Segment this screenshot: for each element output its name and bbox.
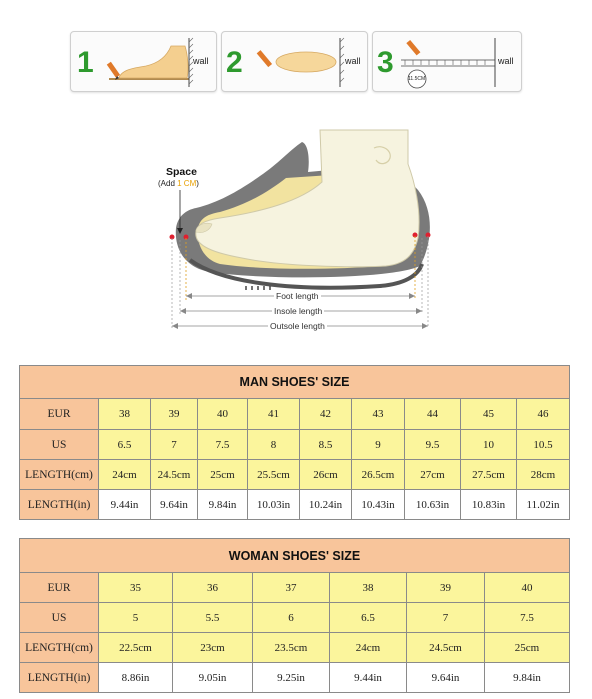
table-cell: 9 [352,430,405,460]
table-cell: 10.03in [248,490,300,520]
table-cell: 8.86in [99,663,173,693]
table-cell: 9.64in [407,663,485,693]
table-cell: 8 [248,430,300,460]
table-cell: 7 [151,430,198,460]
table-cell: 43 [352,399,405,430]
table-cell: 24.5cm [407,633,485,663]
insole-length-label: Insole length [274,306,323,316]
row-label-eur: EUR [20,573,99,603]
gauge-label: 11.5CM [408,76,426,82]
table-cell: 35 [99,573,173,603]
table-cell: 39 [407,573,485,603]
table-cell: 26.5cm [352,460,405,490]
man-size-table [19,365,570,520]
table-cell: 10.63in [405,490,461,520]
table-row [20,603,570,633]
table-cell: 25cm [485,633,570,663]
foot-length-label: Foot length [276,291,319,301]
outsole-length-label: Outsole length [270,321,325,331]
row-label-eur: EUR [20,399,99,430]
wall-label: wall [345,56,361,66]
table-cell: 9.84in [198,490,248,520]
table-cell: 23.5cm [253,633,330,663]
table-cell: 10.83in [461,490,517,520]
table-row [20,399,570,430]
space-subtitle: (Add 1 CM) [158,179,199,188]
table-cell: 41 [248,399,300,430]
table-cell: 9.44in [99,490,151,520]
table-cell: 26cm [300,460,352,490]
table-cell: 8.5 [300,430,352,460]
table-cell: 22.5cm [99,633,173,663]
step-2-panel [221,31,368,92]
table-cell: 38 [99,399,151,430]
table-row [20,430,570,460]
wall-label: wall [498,56,514,66]
table-cell: 24.5cm [151,460,198,490]
step-3-panel [372,31,522,92]
table-cell: 9.64in [151,490,198,520]
table-cell: 9.25in [253,663,330,693]
space-title: Space [166,166,197,178]
table-cell: 38 [330,573,407,603]
step-1-panel [70,31,217,92]
table-cell: 6.5 [99,430,151,460]
step-number: 1 [77,46,94,79]
table-cell: 27.5cm [461,460,517,490]
table-cell: 24cm [330,633,407,663]
table-cell: 40 [485,573,570,603]
step-number: 3 [377,46,394,79]
table-cell: 7.5 [198,430,248,460]
table-cell: 24cm [99,460,151,490]
row-label-length-cm: LENGTH(cm) [20,633,99,663]
table-cell: 9.84in [485,663,570,693]
table-cell: 25cm [198,460,248,490]
table-cell: 7 [407,603,485,633]
table-cell: 7.5 [485,603,570,633]
table-cell: 9.5 [405,430,461,460]
table-cell: 10.24in [300,490,352,520]
man-table-title: MAN SHOES' SIZE [20,366,570,399]
table-cell: 10 [461,430,517,460]
table-cell: 10.5 [517,430,570,460]
step-number: 2 [226,46,243,79]
shoe-measurement-diagram [150,120,450,340]
table-cell: 23cm [173,633,253,663]
row-label-us: US [20,603,99,633]
row-label-length-in: LENGTH(in) [20,490,99,520]
table-cell: 10.43in [352,490,405,520]
table-row [20,663,570,693]
table-cell: 28cm [517,460,570,490]
table-row [20,490,570,520]
wall-label: wall [193,56,209,66]
table-cell: 9.05in [173,663,253,693]
table-cell: 39 [151,399,198,430]
row-label-length-cm: LENGTH(cm) [20,460,99,490]
table-row [20,573,570,603]
table-cell: 6.5 [330,603,407,633]
table-cell: 27cm [405,460,461,490]
table-cell: 45 [461,399,517,430]
table-cell: 5.5 [173,603,253,633]
row-label-length-in: LENGTH(in) [20,663,99,693]
table-cell: 9.44in [330,663,407,693]
table-cell: 40 [198,399,248,430]
table-cell: 6 [253,603,330,633]
table-row [20,460,570,490]
table-cell: 42 [300,399,352,430]
table-cell: 25.5cm [248,460,300,490]
woman-size-table [19,538,570,693]
table-cell: 11.02in [517,490,570,520]
table-cell: 5 [99,603,173,633]
table-cell: 46 [517,399,570,430]
row-label-us: US [20,430,99,460]
table-cell: 36 [173,573,253,603]
table-cell: 44 [405,399,461,430]
table-cell: 37 [253,573,330,603]
table-row [20,633,570,663]
woman-table-title: WOMAN SHOES' SIZE [20,539,570,573]
